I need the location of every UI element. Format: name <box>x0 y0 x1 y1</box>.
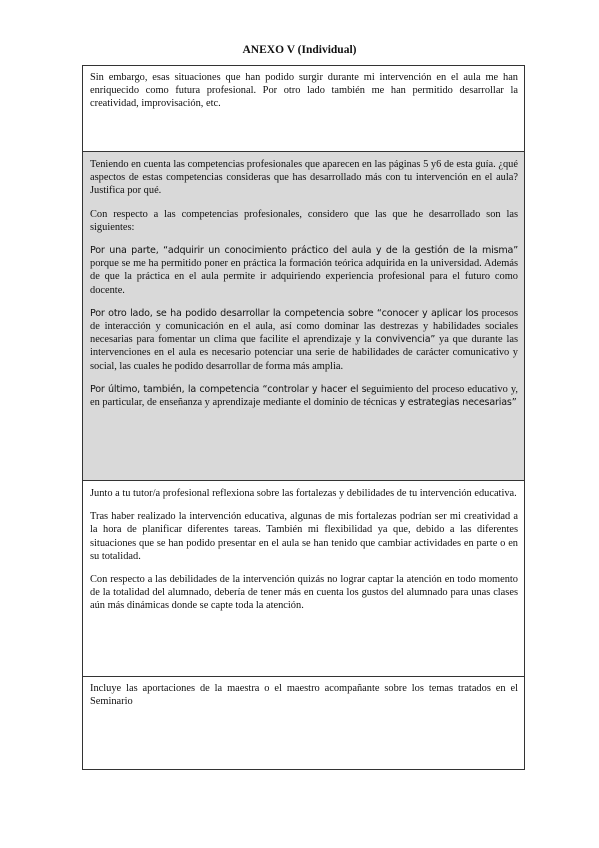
competency-3-quote: Por último, también, la competencia “controlar y hacer el s <box>90 383 367 395</box>
paragraph-weaknesses: Con respecto a las debilidades de la intervención quizás no lograr captar la atención en todo momento de la totalidad del alumnado, debería de tener más en cuenta los gustos del alumnado para unas clases aún más dinámicas donde se capte toda la atención. <box>90 574 518 612</box>
paragraph-intro: Con respecto a las competencias profesionales, considero que las que he desarrollado son las siguientes: <box>90 208 518 233</box>
section-seminar <box>83 676 524 769</box>
competency-2-text: procesos de interacción y comunicación en el aula, así como dominar las destrezas y habilidades sociales necesarias para fomentar un clima que facilite el aprendizaje y la <box>90 307 518 346</box>
competency-2-quote: Por otro lado, se ha podido desarrollar la competencia sobre “conocer y aplicar los <box>90 307 479 319</box>
question-seminar: Incluye las aportaciones de la maestra o el maestro acompañante sobre los temas tratados en el Seminario <box>90 683 518 708</box>
annex-table <box>82 65 525 770</box>
section-strengths-weaknesses <box>83 480 524 676</box>
competency-3-tail: y estrategias necesarias” <box>399 397 517 409</box>
competency-3-text: eguimiento del proceso educativo y, en particular, de enseñanza y aprendizaje mediante el dominio de técnicas <box>90 383 519 409</box>
question-strengths: Junto a tu tutor/a profesional reflexiona sobre las fortalezas y debilidades de tu intervención educativa. <box>90 488 517 499</box>
paragraph: Sin embargo, esas situaciones que han podido surgir durante mi intervención en el aula me han enriquecido como futura profesional. Por otro lado también me han permitido desarrollar la creatividad, improvisación, etc. <box>90 72 518 110</box>
competency-1-quote: Por una parte, “adquirir un conocimiento práctico del aula y de la gestión de la misma” <box>90 245 518 257</box>
document-title: ANEXO V (Individual) <box>242 44 357 56</box>
paragraph-competency-3 <box>90 383 518 409</box>
competency-2-rest: ya que durante las intervenciones en el aula es necesario potenciar una serie de habilidades de carácter comunicativo y social, las cuales he podido desarrollar de forma más amplia. <box>90 334 518 372</box>
paragraph-competency-1 <box>90 244 518 297</box>
section-competencies <box>83 151 524 480</box>
competency-2-word: convivencia” <box>375 334 436 346</box>
competency-1-text: porque se me ha permitido poner en práctica la formación teórica adquirida en la universidad. Además de que la práctica en el aula permite ir adquiriendo experiencia profesional para el futuro como docente. <box>90 258 518 296</box>
section-reflection-closing <box>83 66 524 151</box>
question-competencies: Teniendo en cuenta las competencias profesionales que aparecen en las páginas 5 y6 de esta guía. ¿qué aspectos de estas competencias consideras que has desarrollado más con tu intervención en el aula? Justifica por qué. <box>90 159 518 197</box>
paragraph-competency-2 <box>90 307 518 373</box>
paragraph-strengths: Tras haber realizado la intervención educativa, algunas de mis fortalezas podrían ser mi creatividad a la hora de planificar diferentes tareas. También mi flexibilidad ya que, debido a las diferentes situaciones que se han podido presentar en el aula se han tenido que cambiar actividades en parte o en su totalidad. <box>90 511 518 562</box>
